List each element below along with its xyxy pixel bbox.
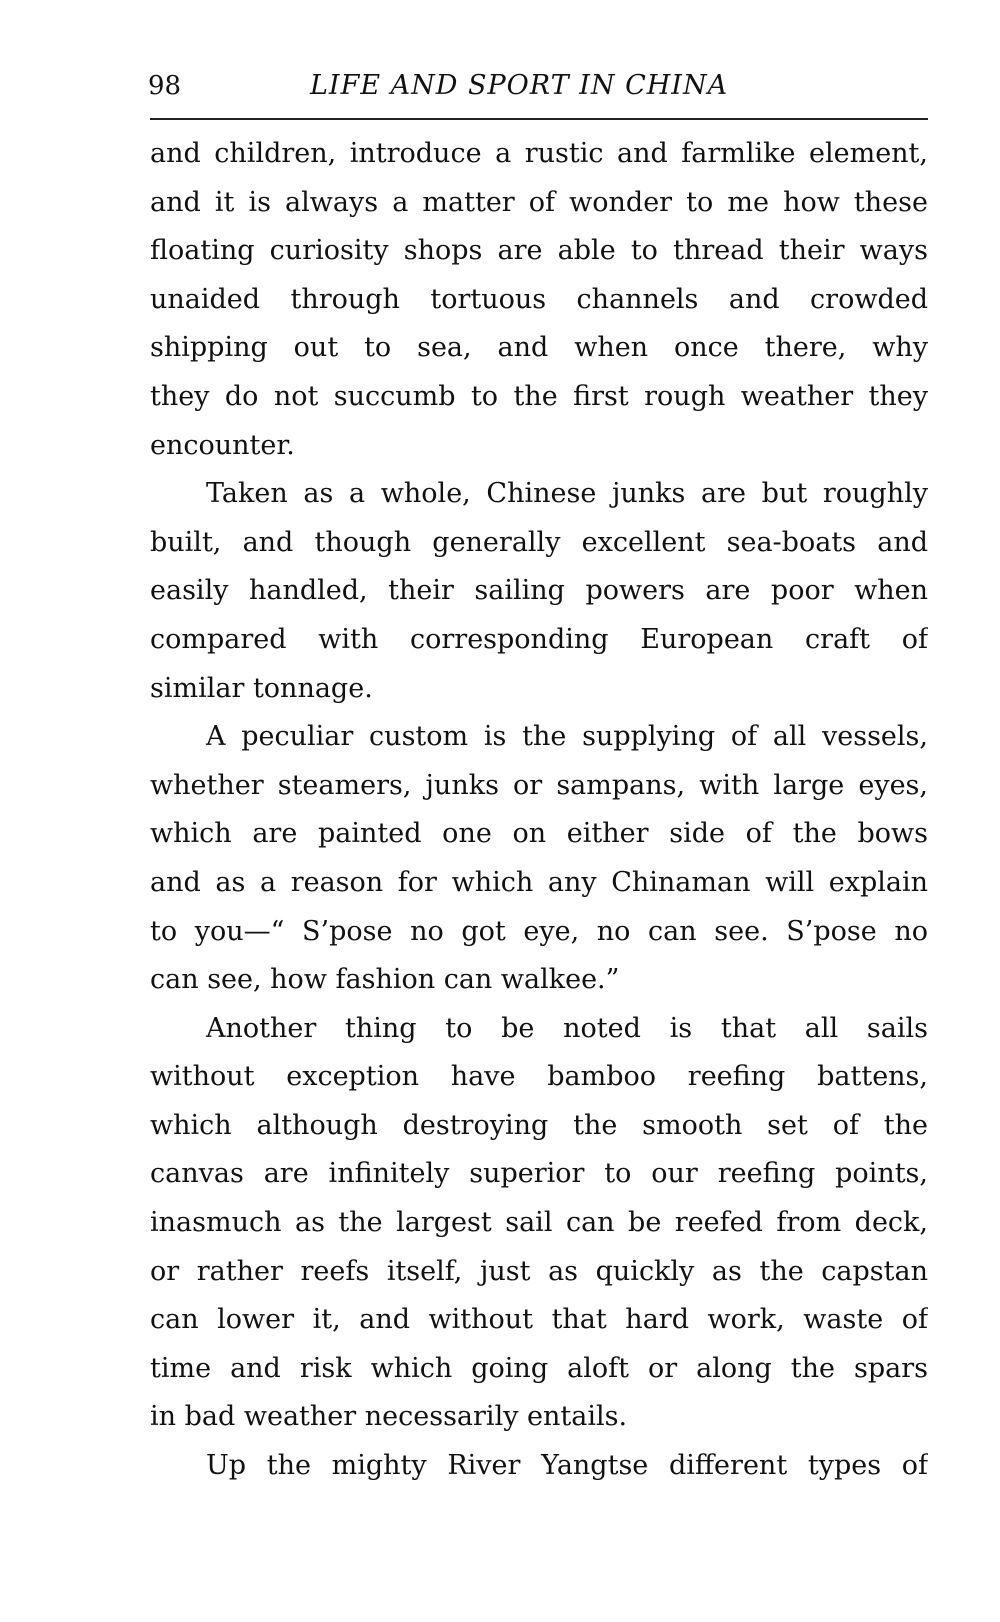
text-line: unaided through tortuous channels and crowded (150, 283, 928, 315)
text-line: or rather reefs itself, just as quickly as the capstan (150, 1255, 928, 1287)
text-line: Taken as a whole, Chinese junks are but roughly (206, 478, 928, 510)
text-line: and it is always a matter of wonder to me how these (150, 186, 928, 218)
text-line: Up the mighty River Yangtse different types of (206, 1450, 928, 1482)
text-line: which although destroying the smooth set of the (150, 1109, 928, 1141)
text-line: they do not succumb to the first rough weather they (150, 380, 928, 412)
text-line: whether steamers, junks or sampans, with large eyes, (150, 769, 928, 801)
text-line: and as a reason for which any Chinaman will explain (150, 866, 928, 898)
text-line: floating curiosity shops are able to thread their ways (150, 235, 928, 267)
text-line: can see, how fashion can walkee.” (150, 964, 620, 996)
text-line: shipping out to sea, and when once there, why (150, 332, 928, 364)
text-line: time and risk which going aloft or along the spars (150, 1352, 928, 1384)
text-line: A peculiar custom is the supplying of all vessels, (206, 721, 928, 753)
text-line: encounter. (150, 429, 295, 461)
text-line: and children, introduce a rustic and farmlike element, (150, 138, 928, 169)
page-header (148, 66, 928, 110)
text-line: can lower it, and without that hard work, waste of (150, 1304, 928, 1336)
text-line: without exception have bamboo reefing battens, (150, 1061, 928, 1093)
text-line: to you—“ S’pose no got eye, no can see. S’pose no (150, 915, 928, 947)
text-line: Another thing to be noted is that all sails (206, 1012, 928, 1044)
page-number: 98 (148, 71, 182, 101)
text-line: which are painted one on either side of the bows (150, 818, 928, 850)
running-title: LIFE AND SPORT IN CHINA (310, 70, 729, 101)
body-text (150, 130, 928, 1491)
text-line: built, and though generally excellent sea-boats and (150, 526, 928, 558)
text-line: compared with corresponding European craft of (150, 623, 928, 655)
text-line: inasmuch as the largest sail can be reefed from deck, (150, 1207, 928, 1239)
text-line: easily handled, their sailing powers are poor when (150, 575, 928, 607)
text-line: similar tonnage. (150, 672, 373, 704)
text-line: in bad weather necessarily entails. (150, 1401, 628, 1433)
header-rule (150, 118, 928, 120)
text-line: canvas are infinitely superior to our reefing points, (150, 1158, 928, 1190)
